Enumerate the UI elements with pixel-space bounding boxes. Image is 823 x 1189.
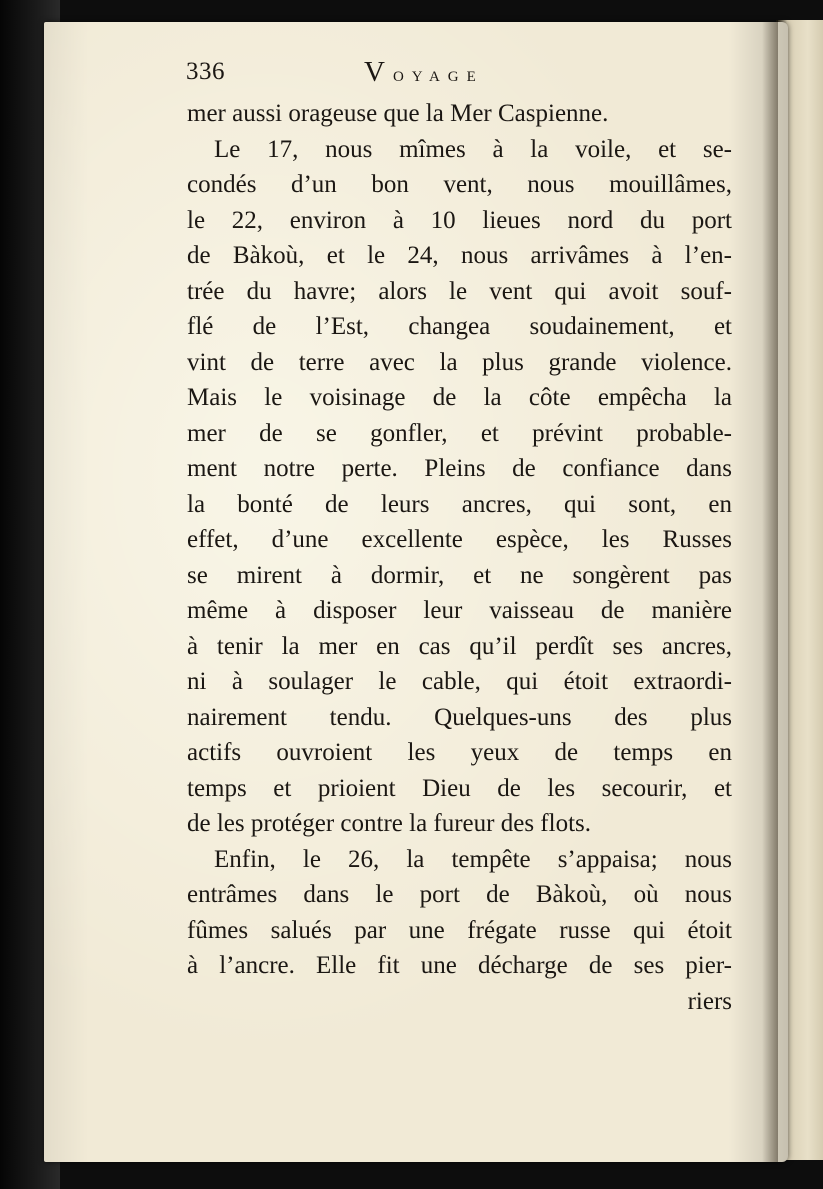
text-line: se mirent à dormir, et ne songèrent pas [187,561,732,589]
running-head [186,58,746,94]
text-line: de les protéger contre la fureur des flots. [187,810,592,837]
text-line: condés d’un bon vent, nous mouillâmes, [187,171,732,198]
text-line: Le 17, nous mîmes à la voile, et se- [214,135,732,163]
text-line: ment notre perte. Pleins de confiance dans [187,455,732,482]
text-line: temps et prioient Dieu de les secourir, et [187,774,732,802]
text-line: mer de se gonfler, et prévint probable- [187,419,732,447]
text-line: trée du havre; alors le vent qui avoit souf- [187,277,732,305]
text-line: entrâmes dans le port de Bàkoù, où nous [187,881,732,908]
text-line: fûmes salués par une frégate russe qui étoit [187,916,732,944]
text-line: la bonté de leurs ancres, qui sont, en [187,490,732,518]
text-line: Enfin, le 26, la tempête s’appaisa; nous [214,845,732,873]
text-line: le 22, environ à 10 lieues nord du port [187,206,732,234]
text-line: ni à soulager le cable, qui étoit extraordi- [187,668,732,695]
text-line: vint de terre avec la plus grande violence. [187,348,732,376]
text-line: effet, d’une excellente espèce, les Russes [187,526,732,553]
text-line: actifs ouvroient les yeux de temps en [187,739,732,766]
text-line: à tenir la mer en cas qu’il perdît ses ancres, [187,632,732,660]
running-title: voyage [364,56,484,88]
text-line: mer aussi orageuse que la Mer Caspienne. [187,100,609,127]
page-number: 336 [186,58,225,85]
text-line: flé de l’Est, changea soudainement, et [187,313,732,340]
catchword: riers [687,987,732,1015]
gutter-shadow [762,22,778,1162]
text-line: Mais le voisinage de la côte empêcha la [187,384,732,411]
text-line: même à disposer leur vaisseau de manière [187,597,732,624]
text-line: nairement tendu. Quelques-uns des plus [187,703,732,731]
text-line: de Bàkoù, et le 24, nous arrivâmes à l’en- [187,242,732,269]
body-text [187,96,732,1019]
text-line: à l’ancre. Elle fit une décharge de ses pier- [187,952,732,979]
